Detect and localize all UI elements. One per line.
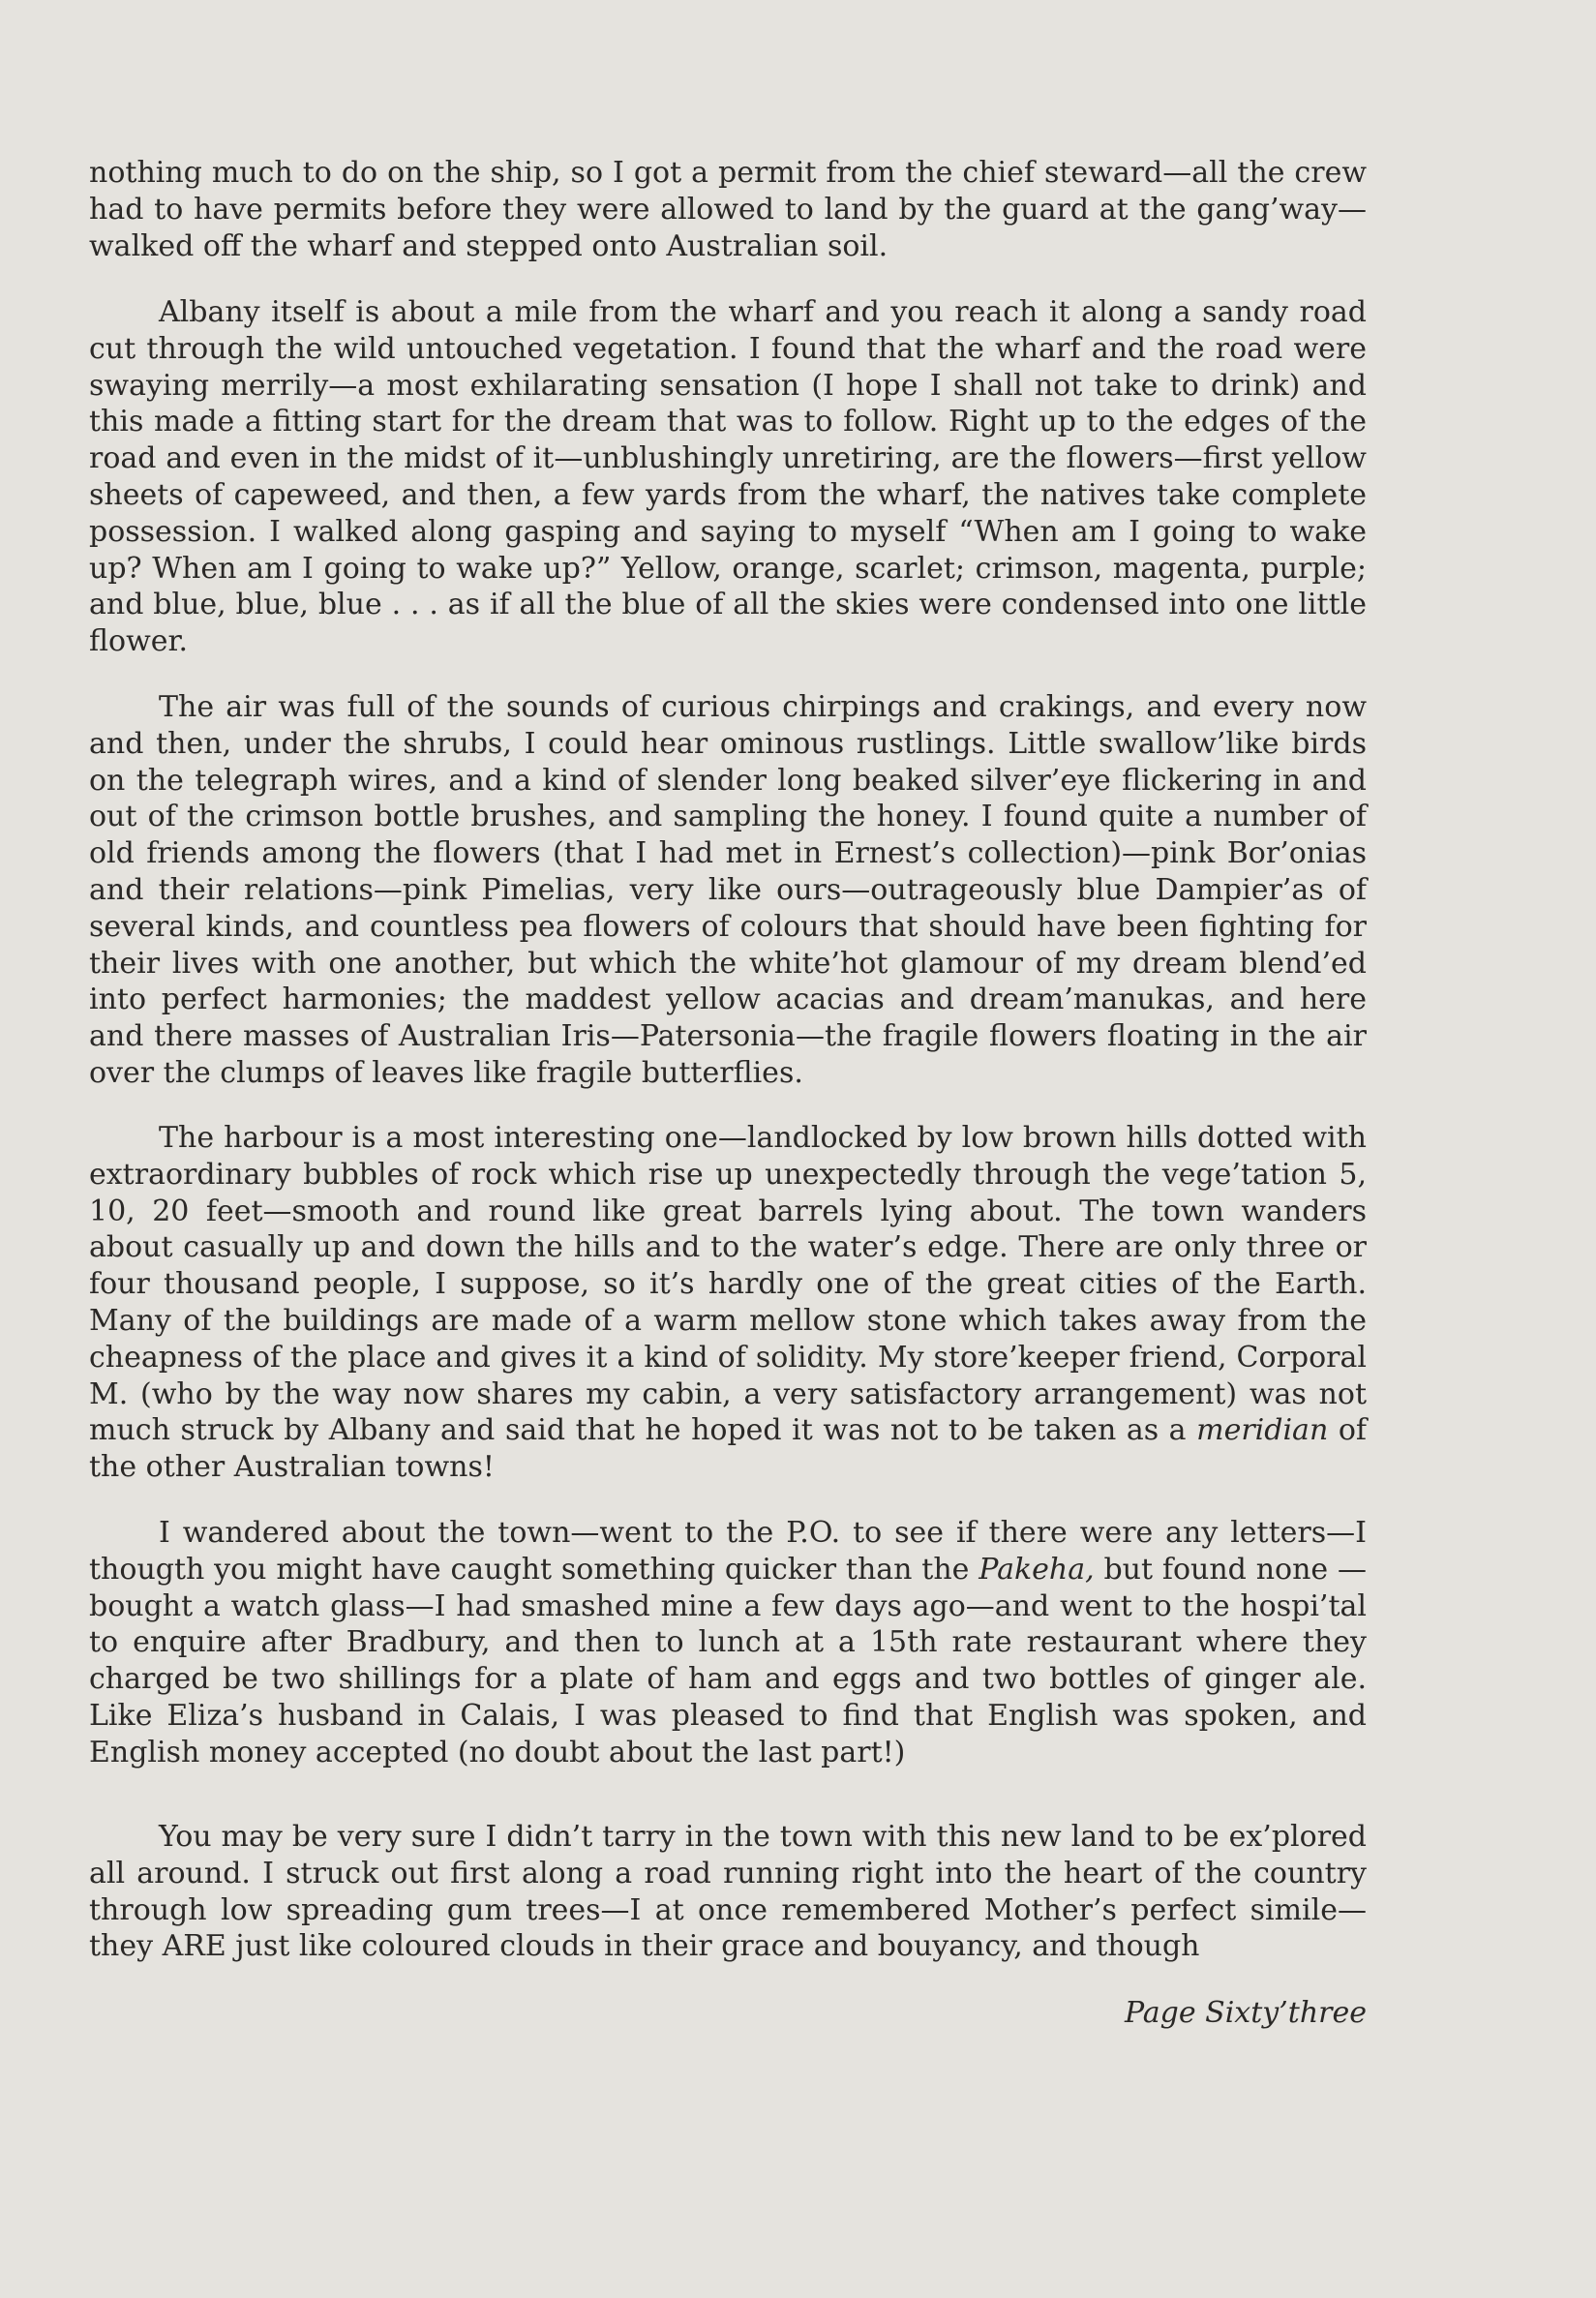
paragraph-3: The air was full of the sounds of curious chirpings and crakings, and every now and then, under the shrubs, I could hear ominous rustlings. Little swallow’like birds on the telegraph wires, and a kind of slender long beaked silver’eye flickering in and out of the crimson bottle brushes, and sampling the honey. I found quite a number of old friends among the flowers (that I had met in Ernest’s collection)—pink Bor’onias and their relations—pink Pimelias, very like ours—outrageously blue Dampier’as of several kinds, and countless pea flowers of colours that should have been fighting for their lives with one another, but which the white’hot glamour of my dream blend’ed into perfect harmonies; the maddest yellow acacias and dream’manukas, and here and there masses of Australian Iris—Patersonia—the fragile flowers floating in the air over the clumps of leaves like fragile butterflies.	[89, 690, 1367, 1090]
paragraph-4	[89, 1120, 1367, 1486]
paragraph-2: Albany itself is about a mile from the wharf and you reach it along a sandy road cut through the wild untouched vegetation. I found that the wharf and the road were swaying merrily—a most exhilarating sensation (I hope I shall not take to drink) and this made a fitting start for the dream that was to follow. Right up to the edges of the road and even in the midst of it—unblushingly unretiring, are the flowers—first yellow sheets of capeweed, and then, a few yards from the wharf, the natives take complete possession. I walked along gasping and saying to myself “When am I going to wake up? When am I going to wake up?” Yellow, orange, scarlet; crimson, magenta, purple; and blue, blue, blue . . . as if all the blue of all the skies were condensed into one little flower.	[89, 295, 1367, 659]
paragraph-5-emphasis: Pakeha,	[979, 1552, 1095, 1587]
paragraph-5-text-before: I wandered about the town—went to the P.O. to see if there were any letters—I thougth you might have caught something quicker than the	[89, 1516, 1367, 1587]
paragraph-4-emphasis: meridian	[1196, 1413, 1329, 1448]
paragraph-5	[89, 1515, 1367, 1771]
paragraph-5-text-after: but found none —bought a watch glass—I had smashed mine a few days ago—and went to the hospi’tal to enquire after Bradbury, and then to lunch at a 15th rate restaurant where they charged be two shillings for a plate of ham and eggs and two bottles of ginger ale. Like Eliza’s husband in Calais, I was pleased to find that English was spoken, and English money accepted (no doubt about the last part!)	[89, 1552, 1367, 1769]
paragraph-4-text-before: The harbour is a most interesting one—landlocked by low brown hills dotted with extraordinary bubbles of rock which rise up unexpectedly through the vege’tation 5, 10, 20 feet—smooth and round like great barrels lying about. The town wanders about casually up and down the hills and to the water’s edge. There are only three or four thousand people, I suppose, so it’s hardly one of the great cities of the Earth. Many of the buildings are made of a warm mellow stone which takes away from the cheapness of the place and gives it a kind of solidity. My store’keeper friend, Corporal M. (who by the way now shares my cabin, a very satisfactory arrangement) was not much struck by Albany and said that he hoped it was not to be taken as a	[89, 1121, 1367, 1448]
paragraph-6: You may be very sure I didn’t tarry in the town with this new land to be ex’plored all around. I struck out first along a road running right into the heart of the country through low spreading gum trees—I at once remembered Mother’s perfect simile—they ARE just like coloured clouds in their grace and bouyancy, and though	[89, 1820, 1367, 1964]
paragraph-1: nothing much to do on the ship, so I got a permit from the chief steward—all the crew had to have permits before they were allowed to land by the guard at the gang’way—walked off the wharf and stepped onto Australian soil.	[89, 156, 1367, 263]
paragraph-4-text-after: of the other Australian towns!	[89, 1413, 1368, 1485]
page-number: Page Sixty’three	[1124, 1996, 1367, 2030]
